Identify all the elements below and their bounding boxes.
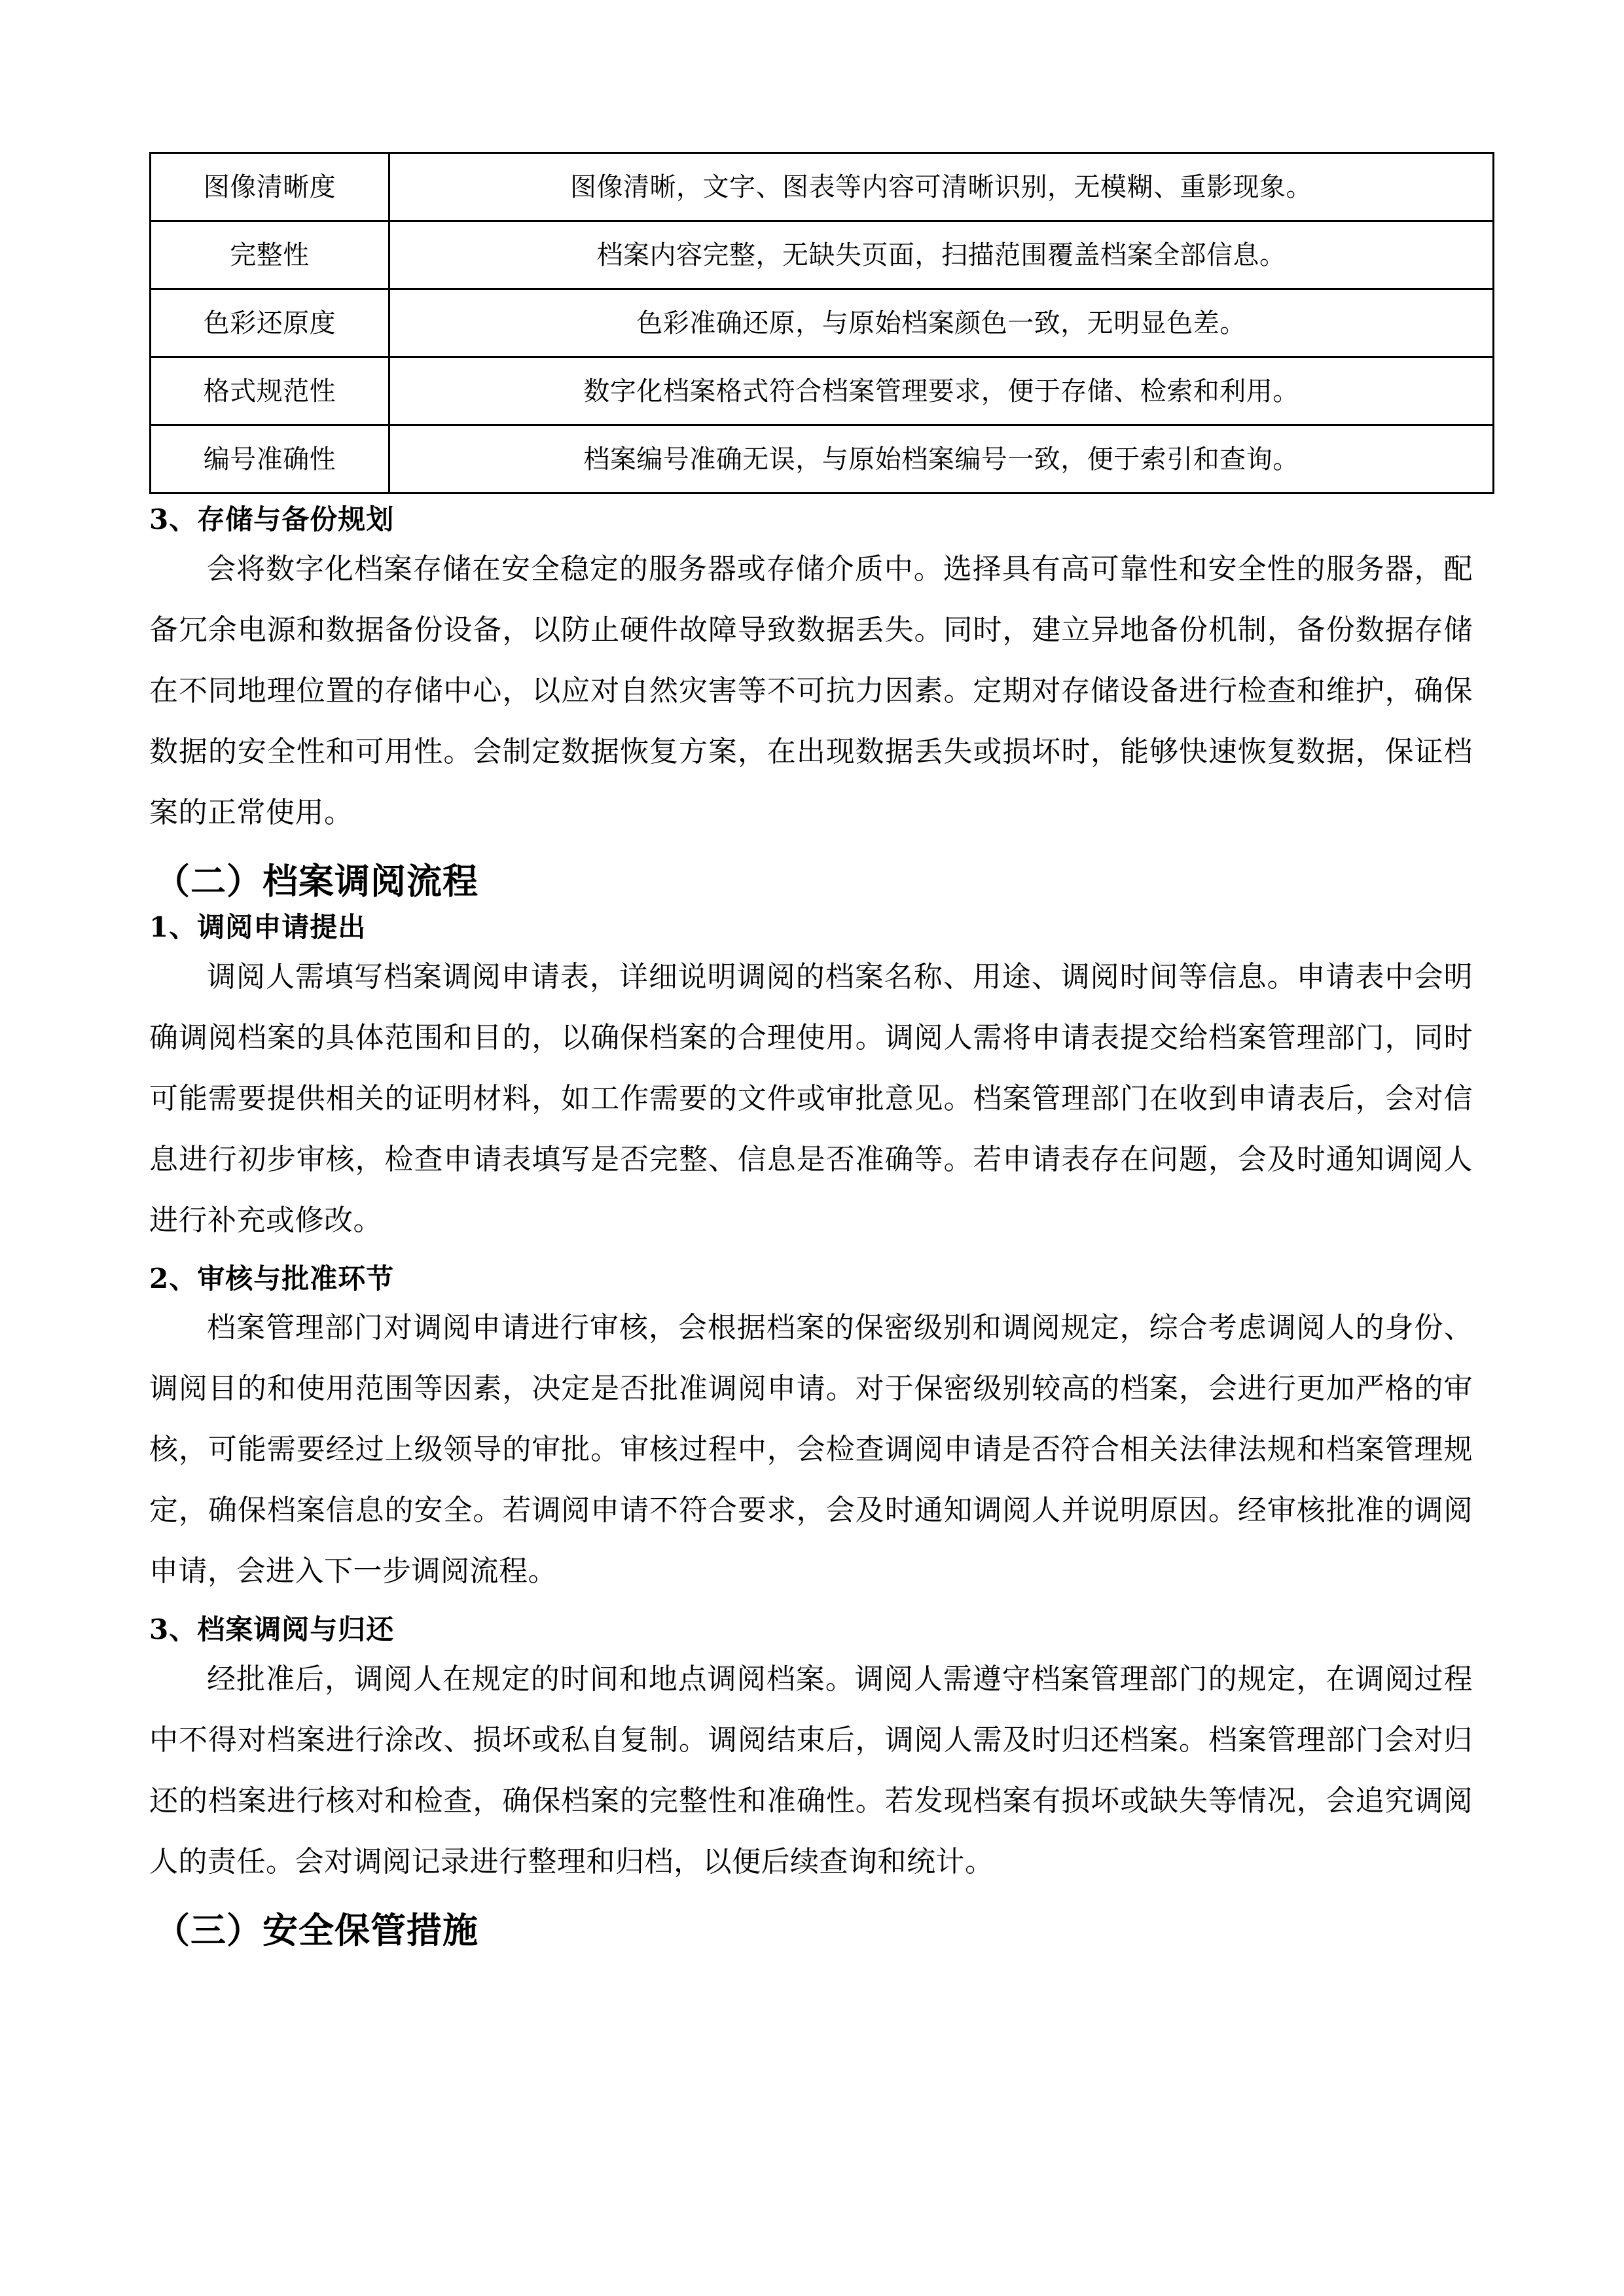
- table-row: [151, 153, 1494, 221]
- table-body: [151, 153, 1494, 493]
- paragraph-apply: 调阅人需填写档案调阅申请表，详细说明调阅的档案名称、用途、调阅时间等信息。申请表中会明确调阅档案的具体范围和目的，以确保档案的合理使用。调阅人需将申请表提交给档案管理部门，同时可能需要提供相关的证明材料，如工作需要的文件或审批意见。档案管理部门在收到申请表后，会对信息进行初步审核，检查申请表填写是否完整、信息是否准确等。若申请表存在问题，会及时通知调阅人进行补充或修改。: [149, 960, 1473, 1237]
- table-row: [151, 425, 1494, 493]
- page-content: [149, 0, 1473, 1958]
- quality-requirements-table: [149, 152, 1494, 494]
- heading-apply: 1、调阅申请提出: [149, 911, 367, 944]
- table-cell-label: 编号准确性: [151, 425, 389, 493]
- paragraph-review-approve: 档案管理部门对调阅申请进行审核，会根据档案的保密级别和调阅规定，综合考虑调阅人的身份、调阅目的和使用范围等因素，决定是否批准调阅申请。对于保密级别较高的档案，会进行更加严格的审核，可能需要经过上级领导的审批。审核过程中，会检查调阅申请是否符合相关法律法规和档案管理规定，确保档案信息的安全。若调阅申请不符合要求，会及时通知调阅人并说明原因。经审核批准的调阅申请，会进入下一步调阅流程。: [149, 1311, 1473, 1588]
- table-row: [151, 221, 1494, 289]
- table-cell-description: 图像清晰，文字、图表等内容可清晰识别，无模糊、重影现象。: [389, 153, 1494, 221]
- table-row: [151, 289, 1494, 357]
- table-cell-description: 档案内容完整，无缺失页面，扫描范围覆盖档案全部信息。: [389, 221, 1494, 289]
- table-cell-label: 完整性: [151, 221, 389, 289]
- heading-section-three: （三）安全保管措施: [154, 1909, 478, 1951]
- table-row: [151, 357, 1494, 425]
- heading-storage-backup: 3、存储与备份规划: [149, 503, 395, 535]
- heading-section-two: （二）档案调阅流程: [154, 859, 478, 902]
- table-cell-description: 档案编号准确无误，与原始档案编号一致，便于索引和查询。: [389, 425, 1494, 493]
- table-cell-label: 格式规范性: [151, 357, 389, 425]
- table-cell-label: 色彩还原度: [151, 289, 389, 357]
- heading-review-approve: 2、审核与批准环节: [149, 1262, 395, 1295]
- table-cell-description: 色彩准确还原，与原始档案颜色一致，无明显色差。: [389, 289, 1494, 357]
- paragraph-consult-return: 经批准后，调阅人在规定的时间和地点调阅档案。调阅人需遵守档案管理部门的规定，在调阅过程中不得对档案进行涂改、损坏或私自复制。调阅结束后，调阅人需及时归还档案。档案管理部门会对归还的档案进行核对和检查，确保档案的完整性和准确性。若发现档案有损坏或缺失等情况，会追究调阅人的责任。会对调阅记录进行整理和归档，以便后续查询和统计。: [149, 1662, 1473, 1878]
- heading-consult-return: 3、档案调阅与归还: [149, 1613, 395, 1646]
- paragraph-storage-backup: 会将数字化档案存储在安全稳定的服务器或存储介质中。选择具有高可靠性和安全性的服务器，配备冗余电源和数据备份设备，以防止硬件故障导致数据丢失。同时，建立异地备份机制，备份数据存储在不同地理位置的存储中心，以应对自然灾害等不可抗力因素。定期对存储设备进行检查和维护，确保数据的安全性和可用性。会制定数据恢复方案，在出现数据丢失或损坏时，能够快速恢复数据，保证档案的正常使用。: [149, 552, 1473, 829]
- table-cell-description: 数字化档案格式符合档案管理要求，便于存储、检索和利用。: [389, 357, 1494, 425]
- table-cell-label: 图像清晰度: [151, 153, 389, 221]
